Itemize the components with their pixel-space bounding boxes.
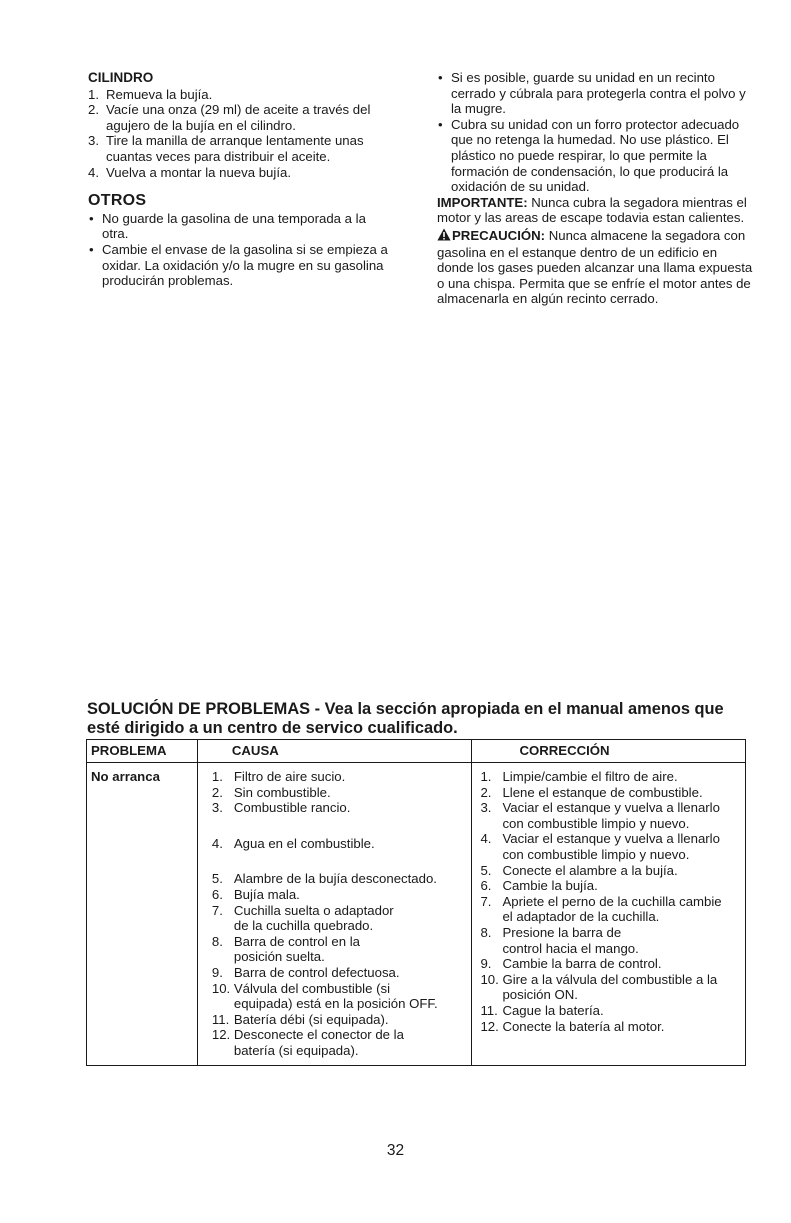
- list-item: 12. Conecte la batería al motor.: [480, 1018, 665, 1034]
- troubleshooting-table: [86, 739, 746, 1066]
- list-item: • No guarde la gasolina de una temporada a la otra.: [88, 211, 393, 242]
- precaucion-text: Nunca almacene la segadora con gasolina en el estanque dentro de un edificio en donde los gases pueden alcanzar una llama expuesta o una chispa. Permita que se enfríe el motor antes de almacenarla en algún recinto cerrado.: [437, 227, 753, 307]
- list-item: 7. Cuchilla suelta o adaptador de la cuchilla quebrado.: [211, 902, 394, 934]
- list-item: 2. Vacíe una onza (29 ml) de aceite a través del agujero de la bujía en el cilindro.: [88, 102, 371, 133]
- list-item: 6. Bujía mala.: [211, 886, 300, 902]
- cause-cell: [197, 763, 472, 1066]
- list-item: 3. Vaciar el estanque y vuelva a llenarlo con combustible limpio y nuevo.: [480, 800, 720, 831]
- list-item: 1. Filtro de aire sucio.: [211, 769, 346, 784]
- otros-heading: OTROS: [88, 192, 147, 210]
- cilindro-heading: CILINDRO: [88, 70, 154, 85]
- correction-cell: [472, 763, 746, 1066]
- list-item: 10. Válvula del combustible (si equipada) está en la posición OFF.: [211, 980, 438, 1012]
- header-problem: PROBLEMA: [87, 740, 198, 763]
- cilindro-steps: [88, 87, 393, 181]
- list-item: 8. Presione la barra de control hacia el mango.: [480, 924, 639, 956]
- page-number: 32: [386, 1142, 405, 1159]
- list-item: 3. Tire la manilla de arranque lentamente unas cuantas veces para distribuir el aceite.: [88, 133, 364, 164]
- list-item: 4. Vaciar el estanque y vuelva a llenarlo con combustible limpio y nuevo.: [480, 831, 720, 862]
- list-item: 1. Limpie/cambie el filtro de aire.: [480, 769, 678, 784]
- list-item: • Cambie el envase de la gasolina si se empieza a oxidar. La oxidación y/o la mugre en su gasolina producirán problemas.: [88, 242, 393, 289]
- right-column: [437, 70, 755, 307]
- list-item: 1. Remueva la bujía.: [88, 86, 213, 102]
- problem-text: No arranca: [91, 769, 160, 784]
- list-item: 6. Cambie la bujía.: [480, 878, 598, 894]
- list-item: 5. Conecte el alambre a la bujía.: [480, 862, 678, 878]
- table-row: [87, 763, 746, 1066]
- header-cause: CAUSA: [197, 740, 472, 763]
- importante-paragraph: [437, 195, 755, 226]
- list-item: 9. Cambie la barra de control.: [480, 956, 662, 972]
- list-item: • Si es posible, guarde su unidad en un recinto cerrado y cúbrala para protegerla contra el polvo y la mugre.: [437, 70, 755, 117]
- importante-text: Nunca cubra la segadora mientras el motor y las areas de escape todavia estan calientes.: [437, 194, 747, 226]
- list-item: 2. Sin combustible.: [211, 784, 331, 800]
- list-item: • Cubra su unidad con un forro protector adecuado que no retenga la humedad. No use plástico. El plástico no puede respirar, lo que permite la formación de condensación, lo que producirá la oxidación de su unidad.: [437, 117, 755, 195]
- list-item: 11. Cague la batería.: [480, 1002, 604, 1018]
- warning-icon: [437, 228, 451, 245]
- cause-list: [212, 769, 468, 1059]
- troubleshooting-title: SOLUCIÓN DE PROBLEMAS - Vea la sección apropiada en el manual amenos que esté dirigido a un centro de servico cualificado.: [87, 700, 724, 737]
- list-item: 10. Gire a la válvula del combustible a la posición ON.: [480, 971, 718, 1003]
- precaucion-label: PRECAUCIÓN:: [452, 227, 546, 243]
- list-item: 5. Alambre de la bujía desconectado.: [211, 871, 437, 887]
- list-item: 11. Batería débi (si equipada).: [211, 1011, 389, 1027]
- left-column: [88, 70, 393, 289]
- list-item: 4. Agua en el combustible.: [211, 835, 375, 851]
- list-item: 4. Vuelva a montar la nueva bujía.: [88, 164, 291, 180]
- importante-label: IMPORTANTE:: [437, 194, 528, 210]
- list-item: 2. Llene el estanque de combustible.: [480, 784, 703, 800]
- list-item: 12. Desconecte el conector de la batería (si equipada).: [211, 1027, 404, 1058]
- otros-bullets: [88, 211, 393, 289]
- list-item: 7. Apriete el perno de la cuchilla cambie el adaptador de la cuchilla.: [480, 893, 722, 925]
- header-correction: CORRECCIÓN: [472, 740, 746, 763]
- list-item: 3. Combustible rancio.: [211, 800, 351, 816]
- table-header-row: [87, 740, 746, 763]
- list-item: 9. Barra de control defectuosa.: [211, 964, 400, 980]
- list-item: 8. Barra de control en la posición suelta.: [211, 933, 360, 965]
- storage-bullets: [437, 70, 755, 195]
- problem-cell: [87, 763, 198, 1066]
- correction-list: [480, 769, 741, 1034]
- precaucion-paragraph: [437, 228, 755, 307]
